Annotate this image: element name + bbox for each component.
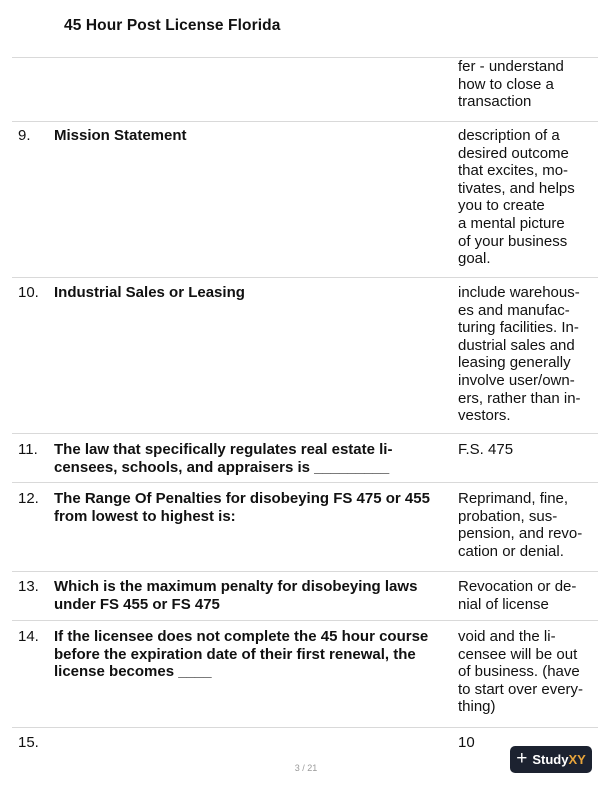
studyxy-badge[interactable] <box>510 746 592 773</box>
row-divider <box>12 620 598 621</box>
card-definition: Revocation or de- nial of license <box>458 578 577 613</box>
row-divider <box>12 121 598 122</box>
card-number: 15. <box>18 734 39 751</box>
card-term: If the licensee does not complete the 45 hour course before the expiration date of their first renewal, the license becomes ____ <box>54 628 429 681</box>
card-definition: description of a desired outcome that excites, mo- tivates, and helps you to create a mental picture of your business goal. <box>458 127 575 268</box>
card-number: 13. <box>18 578 39 595</box>
plus-icon: + <box>516 748 528 769</box>
row-divider <box>12 727 598 728</box>
card-definition: void and the li- censee will be out of business. (have to start over every- thing) <box>458 628 584 716</box>
row-divider <box>12 277 598 278</box>
card-term: Industrial Sales or Leasing <box>54 284 245 301</box>
card-definition: Reprimand, fine, probation, sus- pension, and revo- cation or denial. <box>458 490 583 560</box>
card-number: 11. <box>18 441 38 458</box>
card-term: The Range Of Penalties for disobeying FS 475 or 455 from lowest to highest is: <box>54 490 430 525</box>
brand-logo: StudyXY <box>532 752 586 767</box>
card-definition: F.S. 475 <box>458 441 514 458</box>
definition-continued: fer - understand how to close a transaction <box>458 58 564 111</box>
card-number: 12. <box>18 490 39 507</box>
document-title: 45 Hour Post License Florida <box>64 17 281 34</box>
row-divider <box>12 482 598 483</box>
card-term: Mission Statement <box>54 127 187 144</box>
card-term: The law that specifically regulates real estate li- censees, schools, and appraisers is _________ <box>54 441 393 476</box>
row-divider <box>12 571 598 572</box>
card-number: 10. <box>18 284 39 301</box>
page-number: 3 / 21 <box>294 763 318 773</box>
card-number: 9. <box>18 127 31 144</box>
card-definition: 10 <box>458 734 475 751</box>
card-number: 14. <box>18 628 39 645</box>
row-divider <box>12 433 598 434</box>
card-definition: include warehous- es and manufac- turing facilities. In- dustrial sales and leasing generally involve user/own- ers, rather than in- vestors. <box>458 284 581 425</box>
card-term: Which is the maximum penalty for disobeying laws under FS 455 or FS 475 <box>54 578 418 613</box>
